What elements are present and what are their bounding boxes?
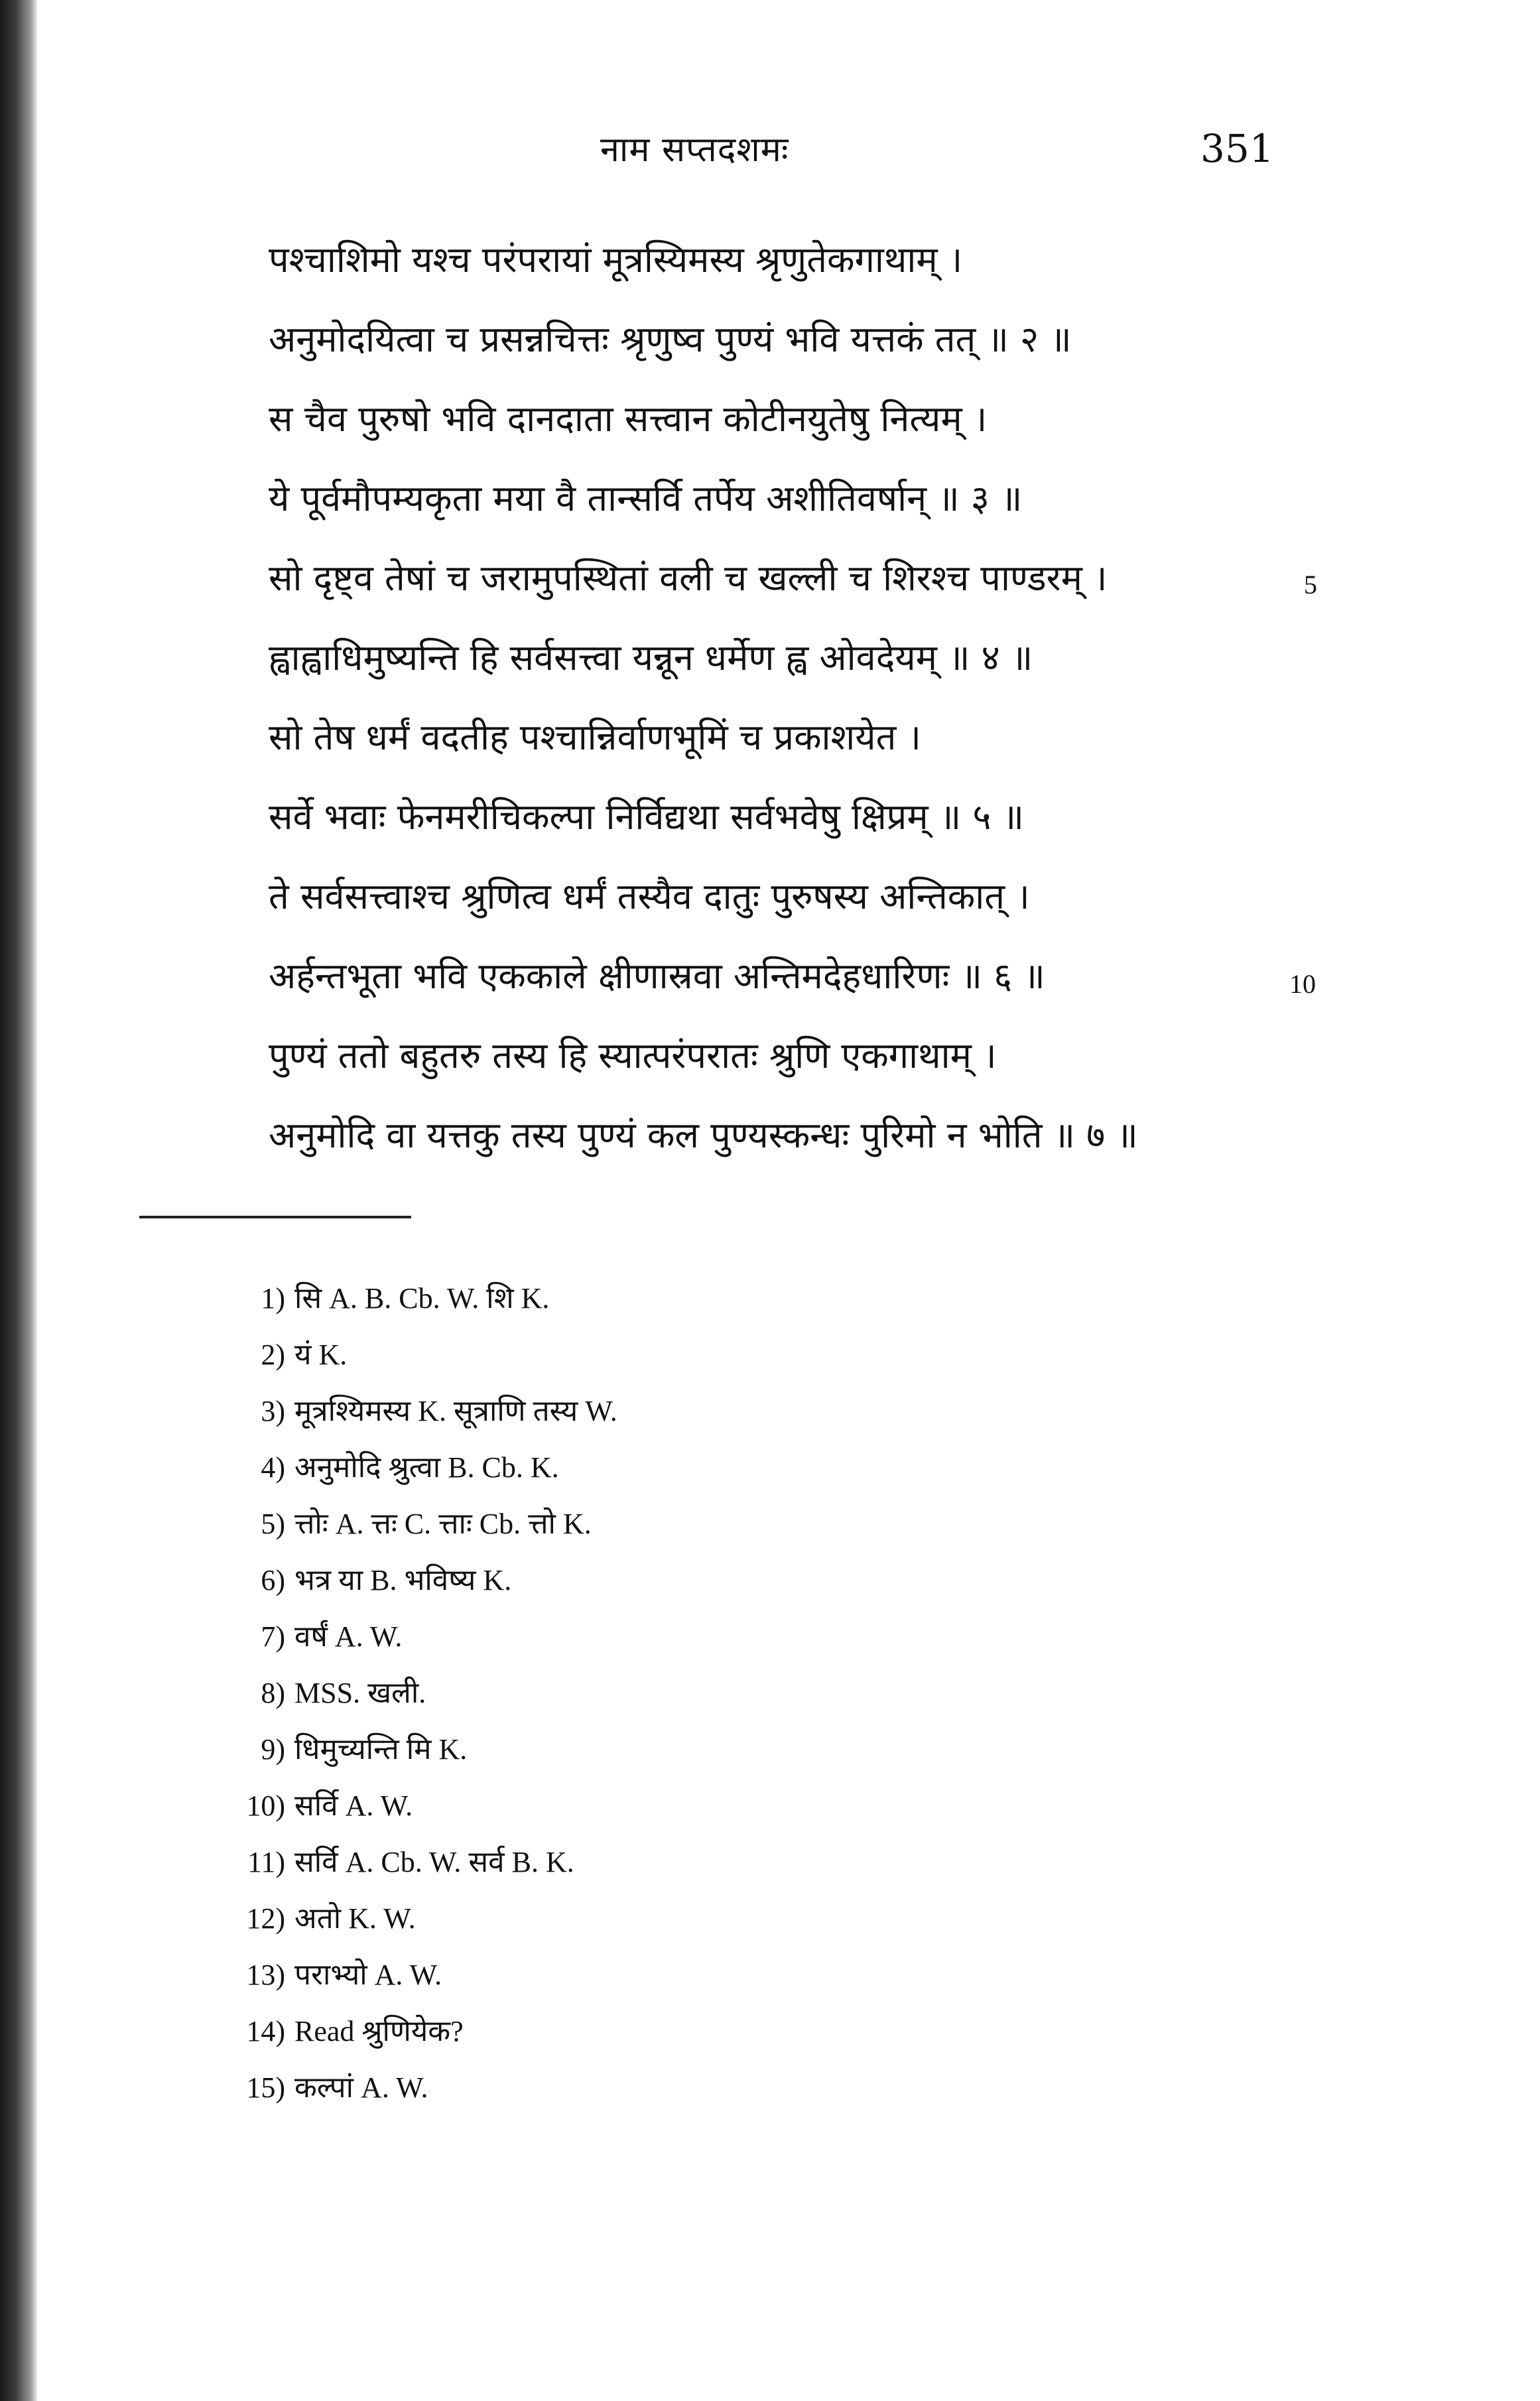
verse-line: अर्हन्तभूता भवि एककाले क्षीणास्रवा अन्तिमदेहधारिणः ॥ ६ ॥ xyxy=(269,955,1045,997)
footnote xyxy=(225,1502,592,1542)
footnote-text: अनुमोदि श्रुत्वा B. Cb. K. xyxy=(294,1451,559,1484)
footnote-number: 4) xyxy=(261,1451,285,1484)
verse-line: अनुमोदयित्वा च प्रसन्नचित्तः श्रृणुष्व पुण्यं भवि यत्तकं तत् ॥ २ ॥ xyxy=(269,318,1072,360)
footnote-number: 1) xyxy=(261,1282,285,1315)
page-number: 351 xyxy=(1200,126,1274,171)
verse-line: सो दृष्ट्व तेषां च जरामुपस्थितां वली च खल्ली च शिरश्च पाण्डरम् । xyxy=(269,557,1108,599)
footnote-text: Read श्रुणियेक? xyxy=(294,2015,464,2047)
verse-line: ते सर्वसत्त्वाश्च श्रुणित्व धर्मं तस्यैव दातुः पुरुषस्य अन्तिकात् । xyxy=(269,876,1030,917)
footnote xyxy=(225,2066,428,2106)
footnote xyxy=(225,1671,426,1711)
footnote xyxy=(225,1953,442,1993)
footnote-number: 5) xyxy=(261,1508,285,1540)
footnote xyxy=(225,1333,347,1373)
verse-line: ये पूर्वमौपम्यकृता मया वै तान्सर्वि तर्पेय अशीतिवर्षान् ॥ ३ ॥ xyxy=(269,478,1023,519)
margin-line-number: 5 xyxy=(1304,570,1317,600)
verse-line: अनुमोदि वा यत्तकु तस्य पुण्यं कल पुण्यस्कन्धः पुरिमो न भोति ॥ ७ ॥ xyxy=(269,1114,1138,1156)
footnote-number: 3) xyxy=(261,1395,285,1427)
footnote-number: 10) xyxy=(246,1789,285,1822)
footnote-number: 12) xyxy=(246,1902,285,1935)
footnote xyxy=(225,2010,464,2049)
footnote-number: 8) xyxy=(261,1677,285,1709)
footnote xyxy=(225,1841,574,1880)
footnote xyxy=(225,1728,467,1768)
footnote-text: अतो K. W. xyxy=(294,1902,416,1935)
footnote-number: 14) xyxy=(246,2015,285,2047)
footnote-text: भत्र या B. भविष्य K. xyxy=(294,1564,512,1596)
footnote-text: सर्वि A. W. xyxy=(294,1789,413,1822)
footnote-number: 13) xyxy=(246,1959,285,1991)
verse-line: ह्वाह्वाधिमुष्यन्ति हि सर्वसत्त्वा यन्नून धर्मेण ह्व ओवदेयम् ॥ ४ ॥ xyxy=(269,637,1033,679)
footnote xyxy=(225,1559,511,1598)
footnote-number: 11) xyxy=(247,1846,285,1878)
footnote-text: MSS. खली. xyxy=(294,1677,426,1709)
verse-line: पुण्यं ततो बहुतरु तस्य हि स्यात्परंपरातः श्रुणि एकगाथाम् । xyxy=(269,1035,997,1076)
footnote-text: यं K. xyxy=(294,1338,348,1371)
footnote-number: 9) xyxy=(261,1733,285,1766)
footnote xyxy=(225,1784,413,1824)
footnote-text: धिमुच्यन्ति मि K. xyxy=(294,1733,468,1766)
verse-line: सर्वे भवाः फेनमरीचिकल्पा निर्विद्यथा सर्वभवेषु क्षिप्रम् ॥ ५ ॥ xyxy=(269,796,1024,838)
footnote-number: 7) xyxy=(261,1620,285,1653)
footnote xyxy=(225,1897,416,1937)
running-head: नाम सप्तदशमः xyxy=(600,130,789,170)
footnote-text: पराभ्यो A. W. xyxy=(294,1959,442,1991)
verse-line: पश्चाशिमो यश्च परंपरायां मूत्रस्यिमस्य श्रृणुतेकगाथाम् । xyxy=(269,239,963,281)
footnote-text: सि A. B. Cb. W. शि K. xyxy=(294,1282,550,1315)
margin-line-number: 10 xyxy=(1289,969,1316,999)
footnote-separator xyxy=(139,1216,411,1218)
footnote xyxy=(225,1615,402,1655)
footnote-text: त्तोः A. त्तः C. त्ताः Cb. त्तो K. xyxy=(294,1508,592,1540)
footnote-text: सर्वि A. Cb. W. सर्व B. K. xyxy=(294,1846,574,1878)
verse-line: सो तेष धर्मं वदतीह पश्चान्निर्वाणभूमिं च प्रकाशयेत । xyxy=(269,716,921,758)
footnote-number: 2) xyxy=(261,1338,285,1371)
footnote xyxy=(225,1446,559,1486)
footnote-number: 15) xyxy=(246,2071,285,2104)
footnote-text: कल्पां A. W. xyxy=(294,2071,428,2104)
footnote-text: वर्षं A. W. xyxy=(294,1620,403,1653)
footnote-number: 6) xyxy=(261,1564,285,1596)
footnote-text: मूत्रश्यिमस्य K. सूत्राणि तस्य W. xyxy=(294,1395,617,1427)
footnote xyxy=(225,1277,549,1317)
scan-binding-shadow xyxy=(0,0,38,2401)
verse-line: स चैव पुरुषो भवि दानदाता सत्त्वान कोटीनयुतेषु नित्यम् । xyxy=(269,398,988,440)
footnote xyxy=(225,1390,617,1429)
